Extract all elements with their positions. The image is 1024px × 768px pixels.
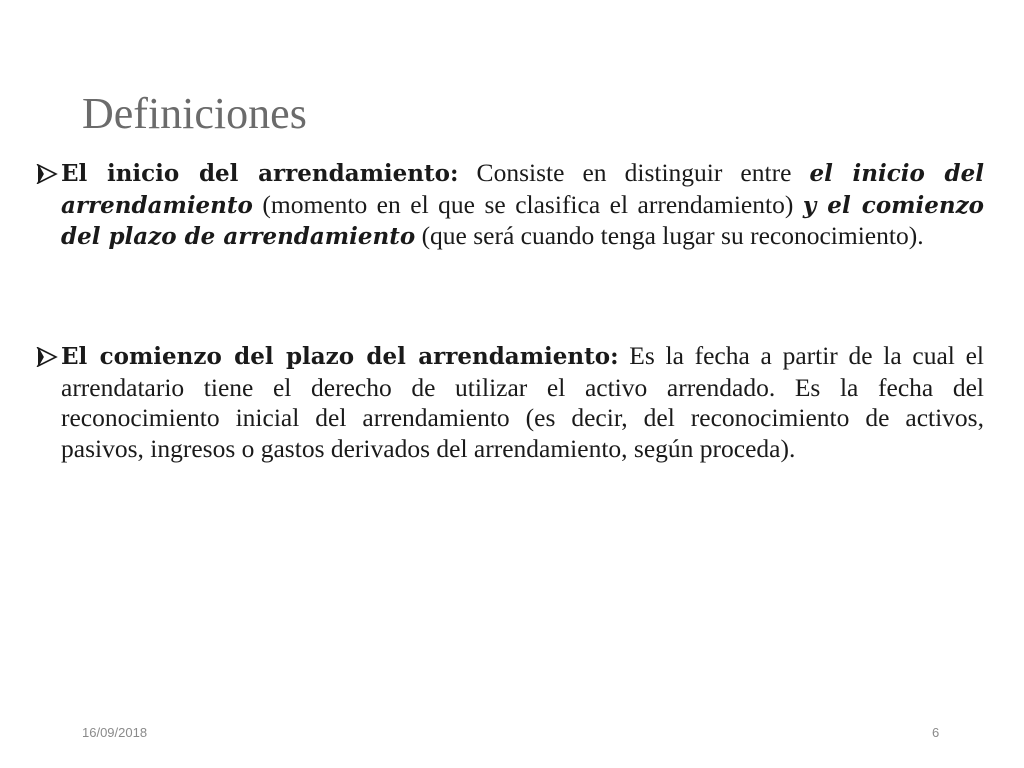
bullet-body: (que será cuando tenga lugar su reconocimiento). [415,221,924,250]
slide-title: Definiciones [82,89,307,138]
bullet-emphasis: el inicio del arrendamiento [61,160,984,219]
arrowhead-bullet-icon [36,164,58,184]
bullet-body: (momento en el que se clasifica el arrendamiento) [252,189,803,219]
bullet-term: El comienzo del plazo del arrendamiento: [61,343,619,370]
footer-date: 16/09/2018 [82,725,148,740]
bullet-text [61,158,984,253]
bullet-term: El inicio del arrendamiento: [61,160,459,187]
bullet-emphasis: y el comienzo del plazo de arrendamiento [61,191,984,250]
bullet-item [36,341,984,464]
bullet-item [36,158,984,253]
bullet-body: Consiste en distinguir entre [458,158,810,187]
bullet-body: Es la fecha a partir de la cual el arrendatario tiene el derecho de utilizar el activo arrendado. Es la fecha del reconocimiento inicial del arrendamiento (es decir, del reconocimiento de activos, pasivos, ingresos o gastos derivados del arrendamiento, según proceda). [61,341,984,463]
page-number: 6 [932,725,940,740]
arrowhead-bullet-icon [36,347,58,367]
bullet-text [61,341,984,464]
